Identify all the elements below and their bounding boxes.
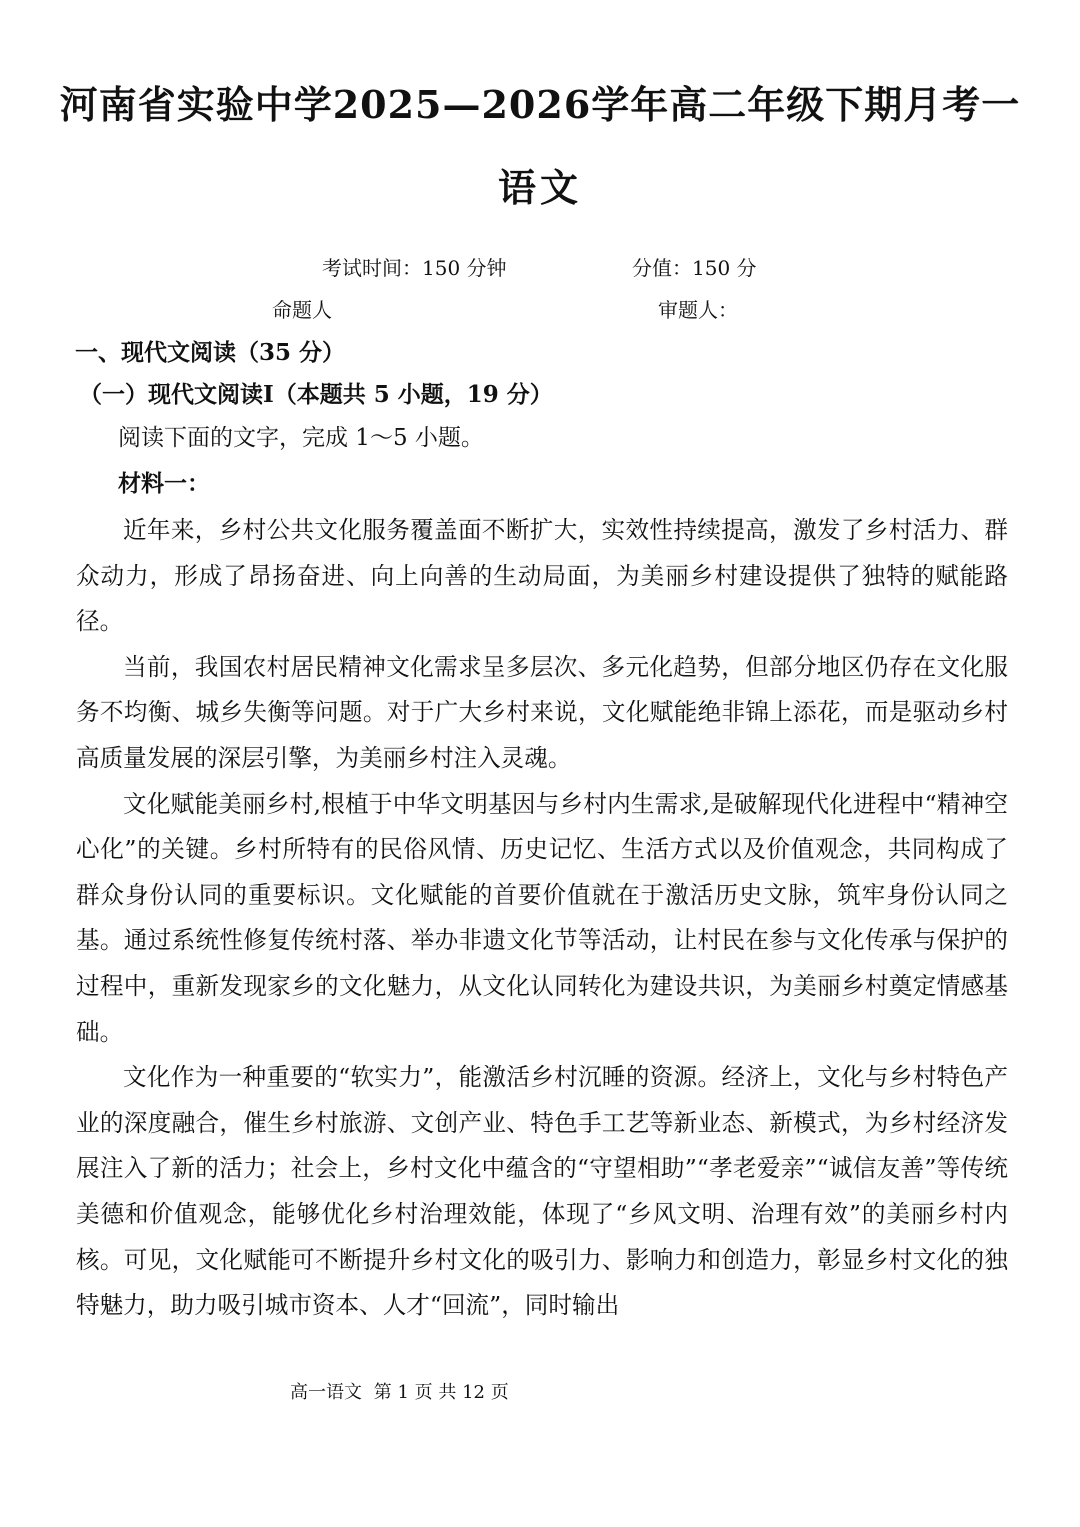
setter-label: 命题人 <box>272 298 332 322</box>
reviewer-label: 审题人： <box>658 298 738 322</box>
material-label: 材料一： <box>118 470 210 497</box>
page-footer <box>290 1378 515 1404</box>
footer-page-number: 第 1 页 共 12 页 <box>373 1382 509 1403</box>
paragraph: 当前，我国农村居民精神文化需求呈多层次、多元化趋势，但部分地区仍存在文化服务不均衡、城乡失衡等问题。对于广大乡村来说，文化赋能绝非锦上添花，而是驱动乡村高质量发展的深层引擎，为美丽乡村注入灵魂。 <box>76 652 1008 772</box>
passage-body <box>76 508 1008 1329</box>
subsection-heading: （一）现代文阅读Ⅰ（本题共 5 小题，19 分） <box>79 381 553 408</box>
footer-course: 高一语文 <box>290 1382 362 1403</box>
exam-time: 考试时间：150 分钟 <box>322 256 507 280</box>
reading-instruction: 阅读下面的文字，完成 1～5 小题。 <box>118 425 484 451</box>
paragraph: 文化作为一种重要的“软实力”，能激活乡村沉睡的资源。经济上，文化与乡村特色产业的深度融合，催生乡村旅游、文创产业、特色手工艺等新业态、新模式，为乡村经济发展注入了新的活力；社会上，乡村文化中蕴含的“守望相助”“孝老爱亲”“诚信友善”等传统美德和价值观念，能够优化乡村治理效能，体现了“乡风文明、治理有效”的美丽乡村内核。可见，文化赋能可不断提升乡村文化的吸引力、影响力和创造力，彰显乡村文化的独特魅力，助力吸引城市资本、人才“回流”，同时输出 <box>76 1063 1008 1320</box>
score-total: 分值：150 分 <box>632 256 757 280</box>
paragraph: 近年来，乡村公共文化服务覆盖面不断扩大，实效性持续提高，激发了乡村活力、群众动力，形成了昂扬奋进、向上向善的生动局面，为美丽乡村建设提供了独特的赋能路径。 <box>76 516 1008 636</box>
exam-title: 河南省实验中学2025—2026学年高二年级下期月考一 <box>59 82 1021 127</box>
paragraph: 文化赋能美丽乡村,根植于中华文明基因与乡村内生需求,是破解现代化进程中“精神空心化”的关键。乡村所特有的民俗风情、历史记忆、生活方式以及价值观念，共同构成了群众身份认同的重要标识。文化赋能的首要价值就在于激活历史文脉，筑牢身份认同之基。通过系统性修复传统村落、举办非遗文化节等活动，让村民在参与文化传承与保护的过程中，重新发现家乡的文化魅力，从文化认同转化为建设共识，为美丽乡村奠定情感基础。 <box>76 789 1008 1046</box>
subject-title: 语文 <box>497 165 582 210</box>
section-heading: 一、现代文阅读（35 分） <box>75 339 346 366</box>
